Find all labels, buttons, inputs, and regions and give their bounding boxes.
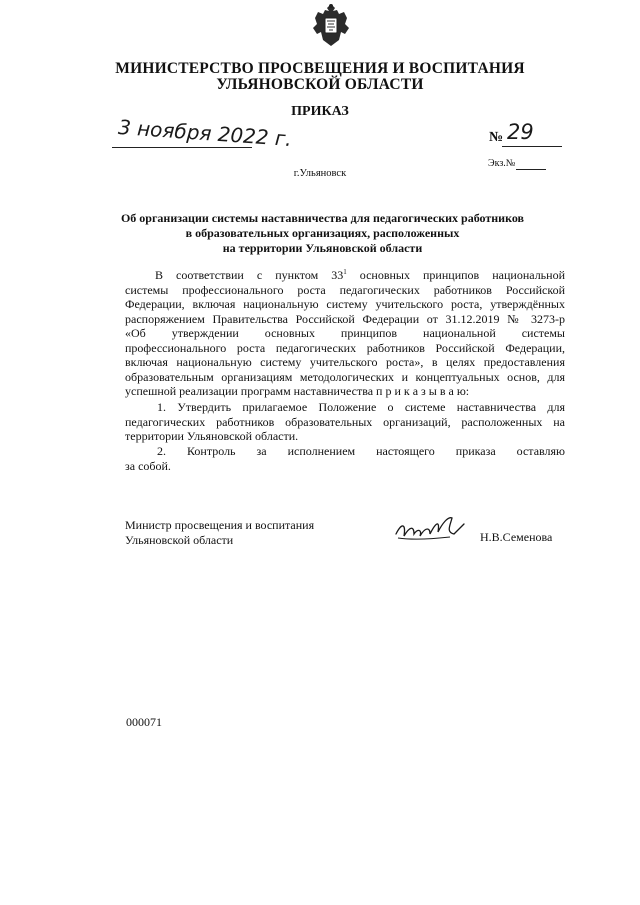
body-line: В соответствии с пунктом $33^1$ основных принципов национальной xyxy=(155,268,565,282)
body-line: системы профессионального роста педагогических работников Российской xyxy=(125,282,565,297)
coat-of-arms-emblem xyxy=(311,2,351,50)
ministry-name-line1: МИНИСТЕРСТВО ПРОСВЕЩЕНИЯ И ВОСПИТАНИЯ xyxy=(115,60,525,77)
copy-number-label: Экз.№ xyxy=(488,158,516,169)
body-line: 1. Утвердить прилагаемое Положение о системе наставничества для xyxy=(157,400,565,414)
handwritten-signature xyxy=(392,512,468,546)
order-number-handwritten: 29 xyxy=(507,120,534,144)
date-underline xyxy=(112,147,252,148)
signatory-name: Н.В.Семенова xyxy=(480,530,553,544)
ministry-name-line2: УЛЬЯНОВСКОЙ ОБЛАСТИ xyxy=(216,76,424,93)
body-line: распоряжением Правительства Российской Федерации от 31.12.2019 № 3273-р xyxy=(125,311,565,326)
document-type-heading: ПРИКАЗ xyxy=(291,104,349,119)
body-line: за собой. xyxy=(125,458,171,473)
body-line: включая национальную систему учительского роста», в целях предоставления xyxy=(125,355,565,369)
position-line: Ульяновской области xyxy=(125,533,234,547)
number-underline xyxy=(502,146,562,147)
position-line: Министр просвещения и воспитания xyxy=(125,518,315,532)
title-line: на территории Ульяновской области xyxy=(222,241,423,255)
document-code: 000071 xyxy=(126,715,162,729)
preamble-paragraph xyxy=(125,268,565,399)
body-line: успешной реализации программ наставничества п р и к а з ы в а ю: xyxy=(125,384,470,398)
order-title xyxy=(100,211,545,256)
body-line: педагогических работников образовательных организаций, расположенных на xyxy=(125,414,565,429)
body-line: «Об утверждении основных принципов национальной системы xyxy=(125,326,565,340)
city: г.Ульяновск xyxy=(293,168,347,179)
title-line: Об организации системы наставничества для педагогических работников xyxy=(120,211,525,225)
title-line: в образовательных организациях, расположенных xyxy=(185,226,460,240)
body-line: территории Ульяновской области. xyxy=(125,429,299,443)
body-line: Федерации, включая национальную систему учительского роста, утверждённых xyxy=(125,297,565,311)
order-date-handwritten: 3 ноября 2022 г. xyxy=(117,114,293,152)
order-number-label: № xyxy=(489,130,504,145)
signatory-position xyxy=(125,518,314,548)
body-line: образовательным организациям методологических и концептуальных основ, для xyxy=(125,369,565,384)
item-2-paragraph xyxy=(125,444,565,473)
item-1-paragraph xyxy=(125,400,565,444)
body-line: 2. Контроль за исполнением настоящего приказа оставляю xyxy=(157,444,565,458)
body-line: профессионального роста педагогических работников Российской Федерации, xyxy=(125,340,565,355)
